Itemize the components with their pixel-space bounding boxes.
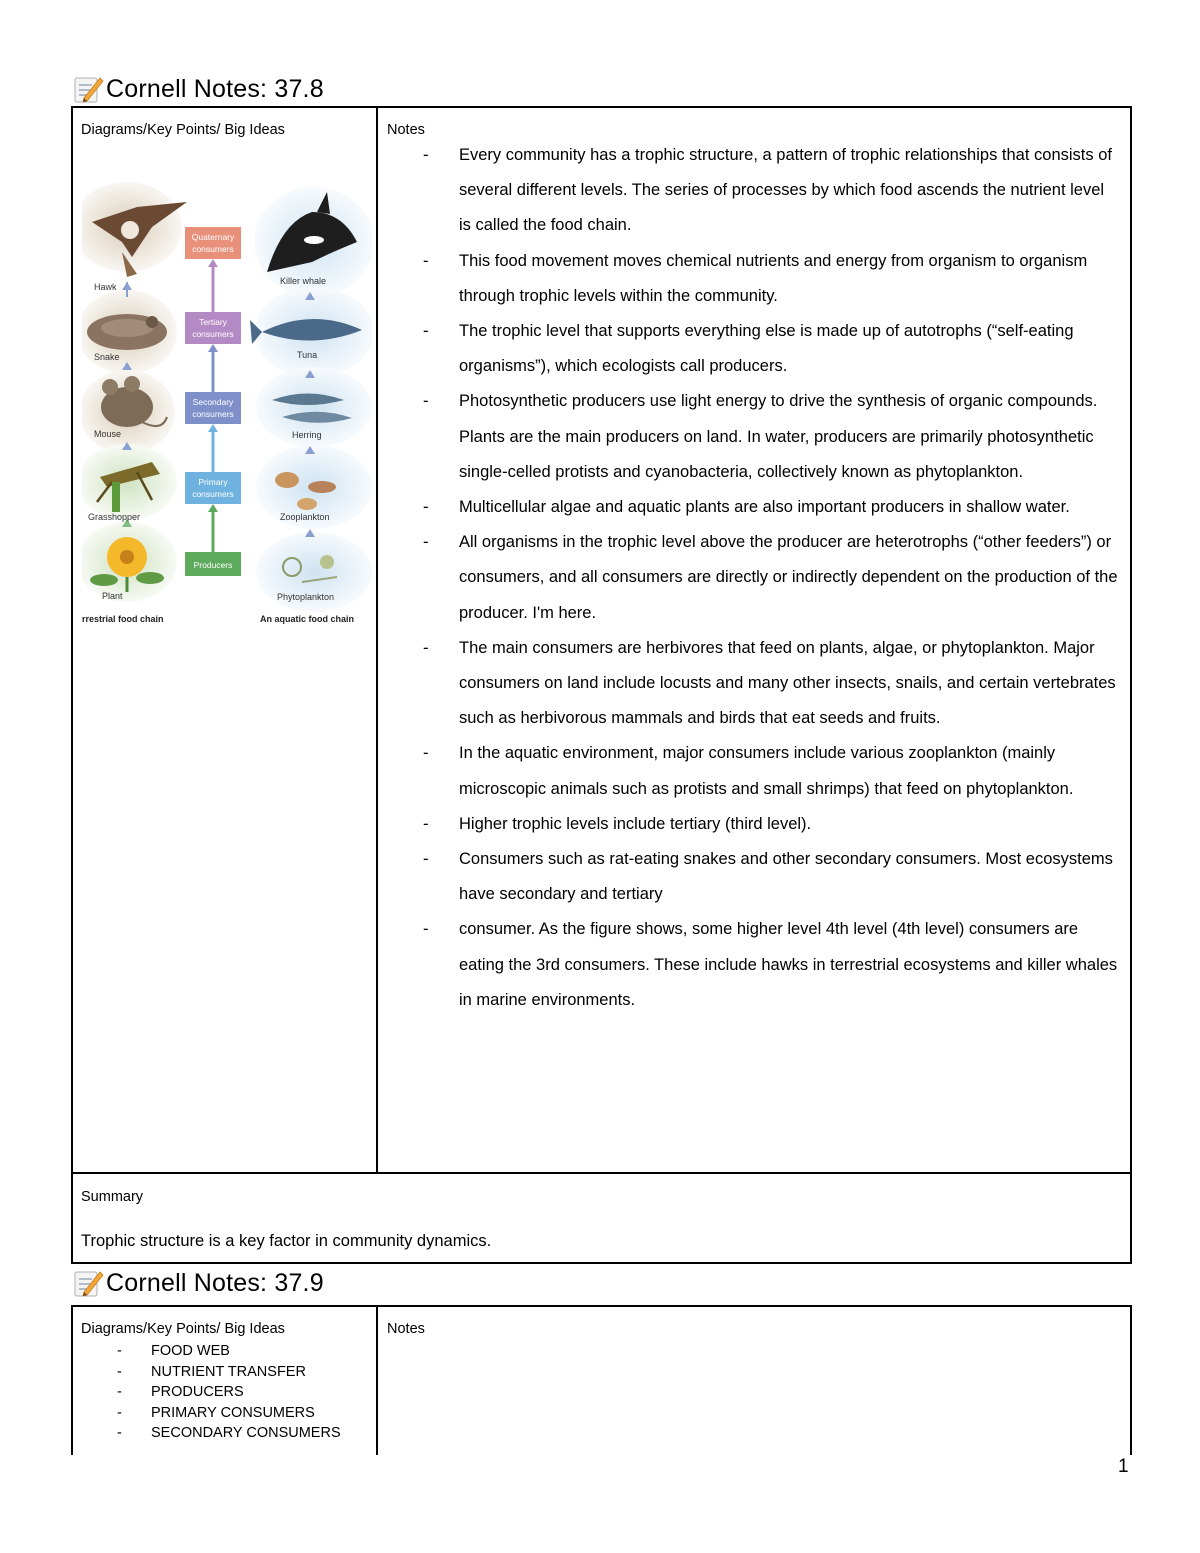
label-killer-whale: Killer whale — [280, 276, 327, 286]
note-item: - The main consumers are herbivores that feed on plants, algae, or phytoplankton. Major consumers on land include locusts and many other insects, snails, and certain vertebrates such as herbivorous mammals and birds that eat seeds and fruits. — [423, 638, 1116, 728]
section-title-text: Cornell Notes: 37.9 — [106, 1268, 324, 1297]
level-box-tertiary — [185, 312, 241, 344]
note-item: - All organisms in the trophic level above the producer are heterotrophs (“other feeders”) or consumers, and all consumers are directly or indirectly dependent on the production of the producer. I'm here. — [423, 533, 1118, 622]
note-item: - consumer. As the figure shows, some higher level 4th level (4th level) consumers are eating the 3rd consumers. These include hawks in terrestrial ecosystems and killer whales in marine environments. — [423, 920, 1118, 1009]
summary-text: Trophic structure is a key factor in community dynamics. — [81, 1232, 492, 1250]
notes-list — [378, 138, 1118, 1018]
memo-icon — [72, 1268, 104, 1298]
key-point-item: - PRIMARY CONSUMERS — [117, 1404, 315, 1421]
label-snake: Snake — [94, 352, 120, 362]
label-mouse: Mouse — [94, 429, 122, 439]
label-herring: Herring — [292, 430, 322, 440]
key-point-item: - NUTRIENT TRANSFER — [117, 1363, 306, 1380]
note-item: - Every community has a trophic structure, a pattern of trophic relationships that consists of several different levels. The series of processes by which food ascends the nutrient level is called the food chain. — [423, 146, 1112, 235]
section-title-37-9 — [72, 1266, 324, 1300]
key-points-list — [73, 1341, 341, 1444]
key-point-item: - FOOD WEB — [117, 1343, 230, 1359]
summary-label: Summary — [81, 1189, 144, 1205]
diagrams-column — [73, 1307, 378, 1455]
note-item: - In the aquatic environment, major consumers include various zooplankton (mainly microscopic animals such as protists and small shrimps) that feed on phytoplankton. — [423, 744, 1074, 798]
note-item: - Photosynthetic producers use light energy to drive the synthesis of organic compounds. Plants are the main producers on land. In water, producers are primarily photosynthetic single-celled protists and cyanobacteria, collectively known as phytoplankton. — [423, 392, 1098, 481]
diagrams-column — [73, 108, 378, 1174]
level-box-secondary — [185, 392, 241, 424]
notes-header: Notes — [387, 122, 425, 138]
memo-icon — [72, 74, 104, 104]
svg-text:consumers: consumers — [192, 244, 234, 254]
section-title-text: Cornell Notes: 37.8 — [106, 74, 324, 103]
level-box-primary — [185, 472, 241, 504]
label-zooplankton: Zooplankton — [280, 512, 330, 522]
svg-text:Producers: Producers — [193, 560, 233, 570]
caption-aquatic: An aquatic food chain — [260, 614, 355, 624]
note-item: - Higher trophic levels include tertiary (third level). — [423, 814, 812, 833]
svg-text:consumers: consumers — [192, 489, 234, 499]
caption-terrestrial: rrestrial food chain — [82, 614, 164, 624]
label-phytoplankton: Phytoplankton — [277, 592, 335, 602]
section-title-37-8 — [72, 72, 324, 106]
svg-text:Secondary: Secondary — [192, 397, 234, 407]
key-point-item: - PRODUCERS — [117, 1384, 244, 1401]
notes-header: Notes — [387, 1321, 425, 1337]
cornell-notes-table-37-8 — [71, 106, 1132, 1264]
notes-column — [378, 1307, 1130, 1455]
svg-text:consumers: consumers — [192, 329, 234, 339]
notes-column — [378, 108, 1130, 1174]
label-tuna: Tuna — [297, 350, 318, 360]
diagrams-header: Diagrams/Key Points/ Big Ideas — [81, 122, 285, 138]
cornell-notes-table-37-9 — [71, 1305, 1132, 1455]
level-box-producers — [185, 552, 241, 576]
note-item: - The trophic level that supports everything else is made up of autotrophs (“self-eating organisms”), which ecologists call producers. — [423, 322, 1074, 376]
svg-text:Tertiary: Tertiary — [199, 317, 227, 327]
snake-image — [87, 314, 167, 350]
level-box-quaternary — [185, 227, 241, 259]
note-item: - This food movement moves chemical nutrients and energy from organism to organism through trophic levels within the community. — [423, 251, 1088, 305]
label-hawk: Hawk — [94, 282, 117, 292]
summary-section — [73, 1172, 1130, 1262]
svg-text:Primary: Primary — [198, 477, 228, 487]
hawk-arrow-head — [122, 282, 132, 290]
note-item: - Consumers such as rat-eating snakes and other secondary consumers. Most ecosystems have secondary and tertiary — [423, 850, 1113, 904]
label-grasshopper: Grasshopper — [88, 512, 141, 522]
diagrams-header: Diagrams/Key Points/ Big Ideas — [81, 1321, 285, 1337]
svg-text:consumers: consumers — [192, 409, 234, 419]
key-point-item: - SECONDARY CONSUMERS — [117, 1425, 341, 1442]
svg-text:Quaternary: Quaternary — [191, 232, 235, 242]
note-item: - Multicellular algae and aquatic plants are also important producers in shallow water. — [423, 498, 1070, 517]
page-number: 1 — [1118, 1456, 1129, 1477]
food-chain-figure — [82, 182, 372, 632]
label-plant: Plant — [102, 591, 123, 601]
